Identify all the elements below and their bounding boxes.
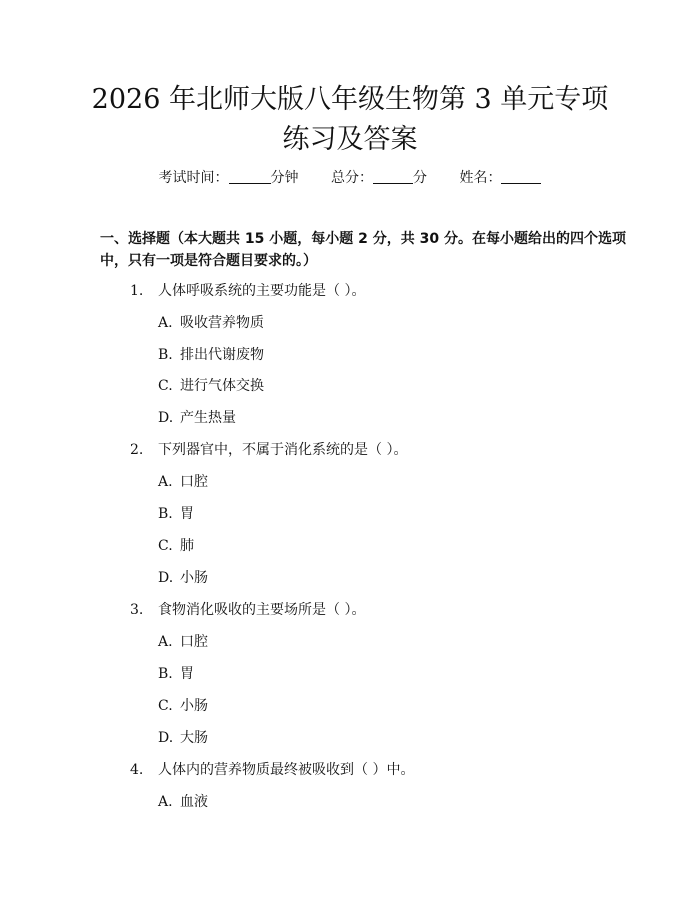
option-text: 大肠 [180, 730, 208, 746]
score-blank [373, 169, 413, 184]
section-heading: 一、选择题（本大题共 15 小题，每小题 2 分，共 30 分。在每小题给出的四个选项中，只有一项是符合题目要求的。） [100, 231, 626, 269]
option [158, 408, 236, 428]
option-letter: A. [158, 634, 173, 650]
question [130, 440, 407, 460]
time-blank [229, 169, 271, 184]
question-number: 4. [130, 762, 144, 778]
option-letter: A. [158, 474, 173, 490]
option [158, 313, 264, 333]
option [158, 568, 208, 588]
option [158, 536, 194, 556]
option-letter: B. [158, 347, 173, 363]
exam-score-field [331, 170, 431, 186]
option-text: 胃 [180, 506, 194, 522]
option-text: 小肠 [180, 570, 208, 586]
option-text: 排出代谢废物 [180, 347, 264, 363]
exam-meta [0, 168, 700, 188]
option-text: 进行气体交换 [180, 378, 264, 394]
exam-name-field [459, 170, 541, 186]
option-letter: C. [158, 378, 173, 394]
question-text: 人体内的营养物质最终被吸收到（ ）中。 [158, 762, 415, 778]
question [130, 600, 365, 620]
score-label: 总分： [331, 170, 373, 186]
option-letter: A. [158, 794, 173, 810]
option-text: 吸收营养物质 [180, 315, 264, 331]
option-text: 胃 [180, 666, 194, 682]
question-number: 3. [130, 602, 144, 618]
option-letter: B. [158, 506, 173, 522]
option [158, 696, 208, 716]
option-text: 口腔 [180, 474, 208, 490]
option-letter: C. [158, 698, 173, 714]
question-number: 2. [130, 442, 144, 458]
name-label: 姓名： [459, 170, 502, 186]
option [158, 664, 194, 684]
time-label: 考试时间： [158, 170, 229, 186]
option [158, 792, 208, 812]
option [158, 472, 208, 492]
option-letter: D. [158, 410, 174, 426]
option-text: 肺 [180, 538, 194, 554]
option [158, 345, 264, 365]
option-letter: D. [158, 570, 174, 586]
question [130, 281, 365, 301]
option-text: 口腔 [180, 634, 208, 650]
option-letter: D. [158, 730, 174, 746]
option [158, 376, 264, 396]
option-text: 血液 [180, 794, 208, 810]
option-text: 产生热量 [180, 410, 236, 426]
score-unit: 分 [413, 170, 427, 186]
option-letter: A. [158, 315, 173, 331]
question-text: 食物消化吸收的主要场所是（ ）。 [158, 602, 366, 618]
option [158, 632, 208, 652]
option-letter: B. [158, 666, 173, 682]
option [158, 504, 194, 524]
question-number: 1. [130, 283, 144, 299]
page-title: 2026 年北师大版八年级生物第 3 单元专项练习及答案 [91, 84, 609, 155]
question [130, 760, 414, 780]
exam-time-field [159, 170, 303, 186]
question-text: 人体呼吸系统的主要功能是（ ）。 [158, 283, 366, 299]
question-text: 下列器官中，不属于消化系统的是（ ）。 [158, 442, 408, 458]
option-letter: C. [158, 538, 173, 554]
name-blank [501, 169, 541, 184]
option-text: 小肠 [180, 698, 208, 714]
option [158, 728, 208, 748]
time-unit: 分钟 [270, 170, 299, 186]
